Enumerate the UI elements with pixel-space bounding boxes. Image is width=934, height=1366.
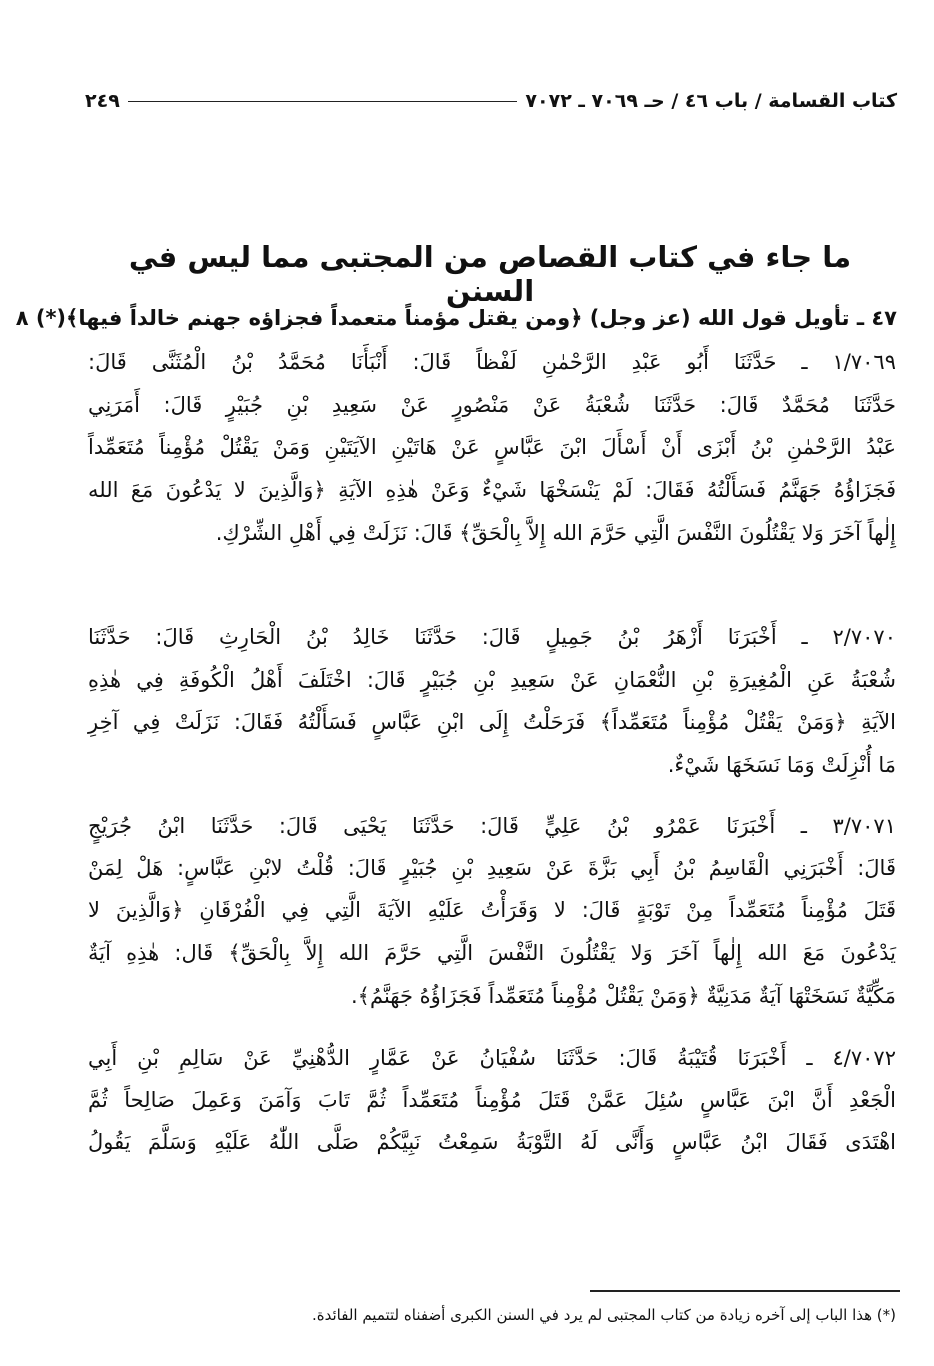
- text-line: الآيَةِ ﴿وَمَنْ يَقْتُلْ مُؤْمِناً مُتَعَمِّداً﴾ فَرَحَلْتُ إِلَى ابْنِ عَبَّاسٍ فَسَأَلْتُهُ فَقَالَ: نَزَلَتْ فِي آخِرِ: [88, 710, 896, 734]
- text-line: مَا أُنْزِلَتْ وَمَا نَسَخَهَا شَيْءٌ.: [667, 753, 896, 777]
- chapter-title: ما جاء في كتاب القصاص من المجتبى مما ليس في السنن: [128, 240, 852, 308]
- footnote: (*) هذا الباب إلى آخره زيادة من كتاب المجتبى لم يرد في السنن الكبرى أضفناه لتتميم الفائدة.: [311, 1306, 896, 1324]
- text-line: ٢/٧٠٧٠ ـ أَخْبَرَنَا أَزْهَرُ بْنُ جَمِيلٍ قَالَ: حَدَّثَنَا خَالِدُ بْنُ الْحَارِثِ قَالَ: حَدَّثَنَا: [88, 625, 896, 649]
- text-line: ١/٧٠٦٩ ـ حَدَّثَنَا أَبُو عَبْدِ الرَّحْمٰنِ لَفْظاً قَالَ: أَنْبَأَنَا مُحَمَّدُ بْنُ الْمُثَنَّى قَالَ:: [88, 350, 896, 374]
- running-title: كتاب القسامة / باب ٤٦ / حـ ٧٠٦٩ ـ ٧٠٧٢: [525, 90, 897, 112]
- text-line: اهْتَدَى فَقَالَ ابْنُ عَبَّاسٍ وَأَنَّى لَهُ التَّوْبَةُ سَمِعْتُ نَبِيَّكُمْ صَلَّى اللّٰهُ عَلَيْهِ وَسَلَّمَ يَقُولُ: [88, 1130, 896, 1154]
- text-line: يَدْعُونَ مَعَ الله إِلٰهاً آخَرَ وَلا يَقْتُلُونَ النَّفْسَ الَّتِي حَرَّمَ الله إِلاَّ بِالْحَقِّ﴾ قَال: هٰذِهِ آيَةٌ: [88, 941, 896, 965]
- text-line: مَكِّيَّةٌ نَسَخَتْهَا آيَةٌ مَدَنِيَّةٌ ﴿وَمَنْ يَقْتُلْ مُؤْمِناً مُتَعَمِّداً فَجَزَاؤُهُ جَهَنَّمُ﴾.: [350, 984, 896, 1008]
- text-line: قَالَ: أَخْبَرَنِي الْقَاسِمُ بْنُ أَبِي بَزَّةَ عَنْ سَعِيدِ بْنِ جُبَيْرٍ قَالَ: قُلْتُ لابْنِ عَبَّاسٍ: هَلْ لِمَنْ: [88, 856, 896, 880]
- text-line: إِلٰهاً آخَرَ وَلا يَقْتُلُونَ النَّفْسَ الَّتِي حَرَّمَ الله إِلاَّ بِالْحَقِّ﴾ قَالَ: نَزَلَتْ فِي أَهْلِ الشِّرْكِ.: [215, 521, 896, 545]
- running-header: [85, 86, 897, 116]
- text-line: عَبْدُ الرَّحْمٰنِ بْنُ أَبْزَى أَنْ أَسْأَلَ ابْنَ عَبَّاسٍ عَنْ هَاتَيْنِ الآيَتَيْنِ وَمَنْ يَقْتُلْ مُؤْمِناً مُتَعَمِّداً: [88, 435, 896, 459]
- header-rule: [128, 101, 518, 102]
- text-line: حَدَّثَنَا مُحَمَّدٌ قَالَ: حَدَّثَنَا شُعْبَةُ عَنْ مَنْصُورٍ عَنْ سَعِيدِ بْنِ جُبَيْرٍ قَالَ: أَمَرَنِي: [88, 393, 896, 417]
- text-line: فَجَزَاؤُهُ جَهَنَّمُ فَسَأَلْتُهُ فَقَالَ: لَمْ يَنْسَخْهَا شَيْءٌ وَعَنْ هٰذِهِ الآيَةِ ﴿وَالَّذِينَ لا يَدْعُونَ مَعَ الله: [88, 478, 896, 502]
- page-number: ٢٤٩: [85, 90, 120, 112]
- text-line: ٤/٧٠٧٢ ـ أَخْبَرَنَا قُتَيْبَةُ قَالَ: حَدَّثَنَا سُفْيَانُ عَنْ عَمَّارٍ الدُّهْنِيِّ عَنْ سَالِمِ بْنِ أَبِي: [88, 1046, 896, 1070]
- footnote-rule: [590, 1290, 900, 1292]
- text-line: الْجَعْدِ أَنَّ ابْنَ عَبَّاسٍ سُئِلَ عَمَّنْ قَتَلَ مُؤْمِناً مُتَعَمِّداً ثُمَّ تَابَ وَآمَنَ وَعَمِلَ صَالِحاً ثُمَّ: [88, 1088, 896, 1112]
- text-line: قَتَلَ مُؤْمِناً مُتَعَمِّداً مِنْ تَوْبَةٍ قَالَ: لا وَقَرَأْتُ عَلَيْهِ الآيَةَ الَّتِي فِي الْفُرْقَانِ ﴿وَالَّذِينَ لا: [88, 898, 896, 922]
- section-heading: ٤٧ ـ تأويل قول الله (عز وجل) ﴿ومن يقتل مؤمناً متعمداً فجزاؤه جهنم خالداً فيها﴾(*) ٨: [15, 306, 897, 330]
- text-line: شُعْبَةُ عَنِ الْمُغِيرَةِ بْنِ النُّعْمَانِ عَنْ سَعِيدِ بْنِ جُبَيْرٍ قَالَ: اخْتَلَفَ أَهْلُ الْكُوفَةِ فِي هٰذِهِ: [88, 668, 896, 692]
- text-line: ٣/٧٠٧١ ـ أَخْبَرَنَا عَمْرُو بْنُ عَلِيٍّ قَالَ: حَدَّثَنَا يَحْيَى قَالَ: حَدَّثَنَا ابْنُ جُرَيْجٍ: [88, 814, 896, 838]
